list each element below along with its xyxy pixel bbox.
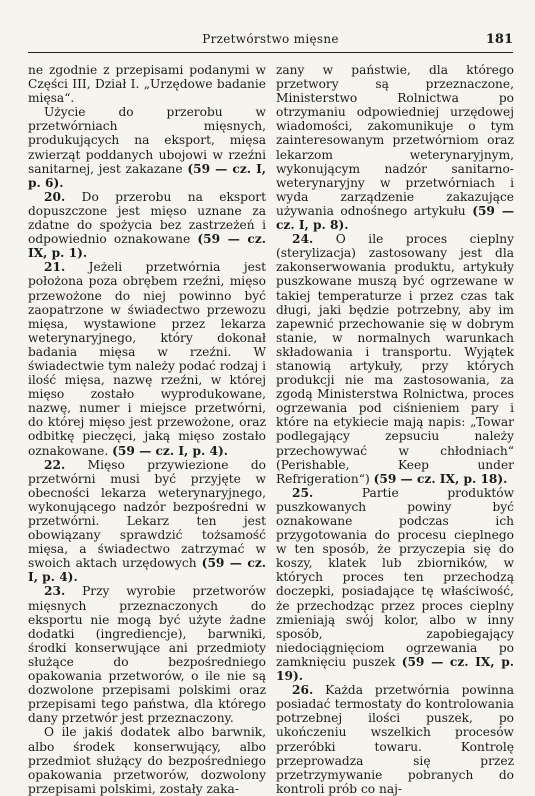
paragraph: [28, 190, 266, 260]
paragraph-text: Przy wyrobie przetworów mięsnych przeznaczonych do eksportu nie mogą być użyte żadne dodatki (ingrediencje), barwniki, środki konserwujące ani przedmioty służące do bezpośredniego opakowania przetworów, o ile nie są dozwolone przepisami polskimi oraz przepisami tego państwa, dla którego dany przetwór jest przeznaczony.: [28, 584, 266, 726]
paragraph-number: 22.: [44, 457, 66, 472]
text-columns: [28, 63, 515, 796]
citation: (59 — cz. IX, p. 1).: [28, 232, 266, 261]
left-column: [28, 63, 266, 796]
paragraph-text: Partie produktów puszkowanych powiny być oznakowane podczas ich przygotowania do procesu cieplnego w ten sposób, że przyczepia się do koszy, klatek lub zbiorników, w których proces ten przechodzą doczepki, posiadające tę właściwość, że przechodząc przez proces cieplny zmieniają swój kolor, albo w inny sposób, zapobiegający niedociągnięciom ogrzewania po zamknięciu puszek: [276, 485, 515, 669]
paragraph: [28, 105, 266, 190]
citation: (59 — cz. I, p. 4).: [112, 443, 229, 458]
citation: (59 — cz. IX, p. 19).: [276, 654, 515, 684]
citation: (59 — cz. I, p. 6).: [28, 161, 267, 190]
paragraph-text: Mięso przywiezione do przetwórni musi być przyjęte w obecności lekarza weterynaryjnego, wykonującego nadzór bezpośredni w przetwórni. Lekarz ten jest obowiązany sprawdzić tożsamość mięsa, a świadectwo zatrzymać w swoich aktach urzędowych: [28, 457, 266, 571]
paragraph-text: O ile proces cieplny (sterylizacja) zastosowany jest dla zakonserwowania produktu, artykuły puszkowane muszą być ogrzewane w takiej temperaturze i przez czas tak długi, jaki będzie potrzebny, aby im zapewnić przechowanie się w dobrym stanie, w normalnych warunkach składowania i transportu. Wyjątek stanowią artykuły, przy których produkcji nie ma zastosowania, za zgodą Ministerstwa Rolnictwa, proces ogrzewania pod ciśnieniem pary i które na etykiecie mają napis: „Towar podlegający zepsuciu należy przechowywać w chłodniach“ (Perishable, Keep under Refrigeration“): [276, 232, 515, 486]
running-title: Przetwórstwo mięsne: [202, 32, 339, 46]
paragraph-number: 24.: [292, 232, 314, 247]
paragraph: [28, 458, 266, 585]
paragraph-text: O ile jakiś dodatek albo barwnik, albo środek konserwujący, albo przedmiot służący do bezpośredniego opakowania przetworów, dozwolony przepisami polskimi, zostały zaka-: [28, 725, 266, 796]
paragraph: [276, 232, 514, 486]
page-header: [28, 30, 513, 50]
paragraph-text: Jeżeli przetwórnia jest położona poza obrębem rzeźni, mięso przewożone do niej powinno być zaopatrzone w świadectwo przewozu mięsa, wystawione przez lekarza weterynaryjnego, który dokonał badania mięsa w rzeźni. W świadectwie tym należy podać rodzaj i ilość mięsa, nazwę rzeźni, w której mięso zostało wyprodukowane, nazwę, numer i miejsce przetwórni, do której mięso jest przewożone, oraz odbitkę pieczęci, jaką mięso zostało oznakowane.: [28, 260, 267, 458]
paragraph-number: 26.: [292, 683, 314, 698]
paragraph: [28, 63, 266, 105]
paragraph-text: Każda przetwórnia powinna posiadać termostaty do kontrolowania potrzebnej ilości puszek, po ukończeniu wszelkich procesów przeróbki towaru. Kontrolę przeprowadza się przez przetrzymywanie pobranych do kontroli prób co naj-: [276, 683, 514, 796]
paragraph: [28, 725, 266, 795]
citation: (59 — cz. I, p. 8).: [276, 203, 515, 233]
paragraph-text: zany w państwie, dla którego przetwory są przeznaczone, Ministerstwo Rolnictwa po otrzymaniu odpowiedniej urzędowej wiadomości, zakomunikuje o tym zainteresowanym przetwórniom oraz lekarzom weterynaryjnym, wykonującym nadzór sanitarno-weterynaryjny w przetwórniach i wyda zarządzenie zakazujące używania odnośnego artykułu: [276, 63, 514, 218]
paragraph: [28, 584, 266, 725]
paragraph-text: Do przerobu na eksport dopuszczone jest mięso uznane za zdatne do spożycia bez zastrzeżeń i odpowiednio oznakowane: [28, 189, 267, 247]
paragraph-number: 20.: [44, 189, 66, 204]
paragraph-number: 21.: [44, 260, 66, 275]
paragraph-text: ne zgodnie z przepisami podanymi w Części III, Dział I. „Urzędowe badanie mięsa“.: [28, 63, 266, 106]
paragraph: [28, 260, 266, 457]
paragraph-text: Użycie do przerobu w przetwórniach mięsnych, produkujących na eksport, mięsa zwierząt poddanych ubojowi w rzeźni sanitarnej, jest zakazane: [28, 105, 266, 176]
page-number: 181: [485, 32, 513, 47]
paragraph-number: 25.: [292, 485, 314, 500]
paragraph: [276, 486, 514, 683]
citation: (59 — cz. I, p. 4).: [28, 556, 266, 585]
paragraph-number: 23.: [44, 584, 66, 599]
right-column: [276, 63, 514, 796]
paragraph: [276, 63, 514, 232]
paragraph: [276, 683, 514, 796]
header-rule: [28, 52, 513, 53]
citation: (59 — cz. IX, p. 18).: [373, 471, 508, 486]
